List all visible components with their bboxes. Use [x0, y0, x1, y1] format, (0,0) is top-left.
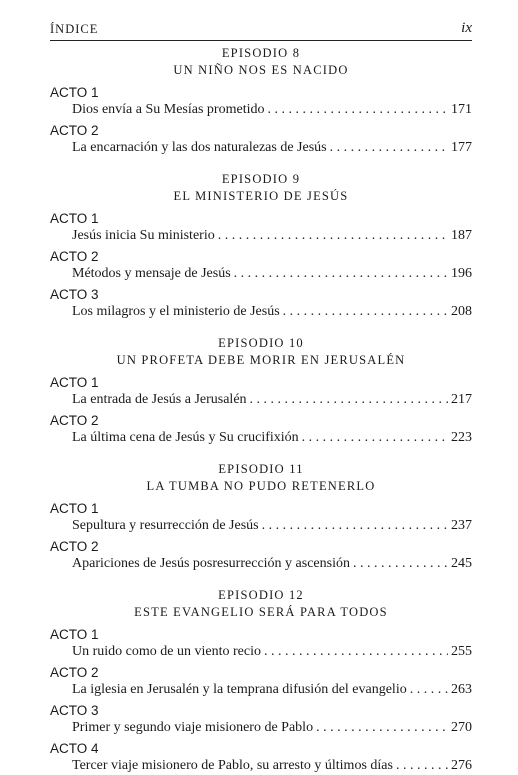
act-label: ACTO 1 — [50, 375, 99, 390]
act-label: ACTO 1 — [50, 501, 99, 516]
dot-leader — [302, 429, 448, 447]
entry-page: 196 — [451, 266, 472, 281]
episode-title: LA TUMBA NO PUDO RETENERLO — [146, 479, 376, 493]
dot-leader — [353, 555, 448, 573]
dot-leader — [234, 265, 448, 283]
act-label: ACTO 2 — [50, 123, 99, 138]
dot-leader — [262, 517, 448, 535]
act-label: ACTO 1 — [50, 85, 99, 100]
act-label: ACTO 1 — [50, 211, 99, 226]
entry-title: Métodos y mensaje de Jesús — [72, 266, 231, 281]
act-label: ACTO 2 — [50, 539, 99, 554]
running-header — [50, 20, 472, 41]
entry-title: Primer y segundo viaje misionero de Pablo — [72, 720, 314, 735]
dot-leader — [267, 101, 448, 119]
toc-entry[interactable] — [50, 139, 472, 157]
toc-entry[interactable] — [50, 643, 472, 661]
episode-8 — [50, 45, 472, 157]
episode-12 — [50, 587, 472, 775]
act-label: ACTO 2 — [50, 413, 99, 428]
entry-title: La iglesia en Jerusalén y la temprana difusión del evangelio — [72, 682, 407, 697]
entry-title: Dios envía a Su Mesías prometido — [72, 102, 265, 117]
episode-title: UN PROFETA DEBE MORIR EN JERUSALÉN — [116, 353, 406, 367]
entry-page: 187 — [451, 228, 472, 243]
episode-number: EPISODIO 8 — [221, 46, 301, 60]
entry-title: Un ruido como de un viento recio — [72, 644, 261, 659]
entry-title: Tercer viaje misionero de Pablo, su arresto y últimos días — [72, 758, 393, 773]
entry-page: 276 — [451, 758, 472, 773]
toc-entry[interactable] — [50, 555, 472, 573]
toc-entry[interactable] — [50, 757, 472, 775]
episode-10 — [50, 335, 472, 447]
entry-page: 245 — [451, 556, 472, 571]
dot-leader — [410, 681, 448, 699]
episode-11 — [50, 461, 472, 573]
dot-leader — [264, 643, 448, 661]
toc-entry[interactable] — [50, 101, 472, 119]
dot-leader — [316, 719, 448, 737]
toc-entry[interactable] — [50, 391, 472, 409]
entry-title: La encarnación y las dos naturalezas de Jesús — [72, 140, 327, 155]
entry-page: 237 — [451, 518, 472, 533]
episode-number: EPISODIO 12 — [218, 588, 304, 602]
episode-title: UN NIÑO NOS ES NACIDO — [173, 63, 349, 77]
table-of-contents — [50, 45, 472, 775]
entry-title: La última cena de Jesús y Su crucifixión — [72, 430, 299, 445]
entry-page: 270 — [451, 720, 472, 735]
episode-number: EPISODIO 10 — [218, 336, 304, 350]
toc-entry[interactable] — [50, 227, 472, 245]
dot-leader — [250, 391, 448, 409]
header-section-title: ÍNDICE — [50, 22, 99, 36]
entry-page: 177 — [451, 140, 472, 155]
act-label: ACTO 4 — [50, 741, 99, 756]
dot-leader — [396, 757, 448, 775]
episode-number: EPISODIO 11 — [218, 462, 304, 476]
act-label: ACTO 3 — [50, 287, 99, 302]
dot-leader — [218, 227, 448, 245]
entry-page: 208 — [451, 304, 472, 319]
dot-leader — [283, 303, 448, 321]
entry-title: Los milagros y el ministerio de Jesús — [72, 304, 280, 319]
act-label: ACTO 2 — [50, 665, 99, 680]
act-label: ACTO 2 — [50, 249, 99, 264]
entry-title: Jesús inicia Su ministerio — [72, 228, 215, 243]
toc-entry[interactable] — [50, 429, 472, 447]
entry-page: 255 — [451, 644, 472, 659]
toc-entry[interactable] — [50, 719, 472, 737]
act-label: ACTO 3 — [50, 703, 99, 718]
entry-page: 263 — [451, 682, 472, 697]
header-page-number: ix — [461, 20, 472, 36]
episode-number: EPISODIO 9 — [221, 172, 301, 186]
entry-title: La entrada de Jesús a Jerusalén — [72, 392, 247, 407]
episode-title: ESTE EVANGELIO SERÁ PARA TODOS — [134, 605, 388, 619]
toc-entry[interactable] — [50, 517, 472, 535]
entry-title: Apariciones de Jesús posresurrección y ascensión — [72, 556, 350, 571]
dot-leader — [330, 139, 448, 157]
episode-title: EL MINISTERIO DE JESÚS — [173, 189, 349, 203]
toc-entry[interactable] — [50, 681, 472, 699]
entry-page: 171 — [451, 102, 472, 117]
episode-9 — [50, 171, 472, 321]
entry-page: 217 — [451, 392, 472, 407]
toc-entry[interactable] — [50, 303, 472, 321]
entry-title: Sepultura y resurrección de Jesús — [72, 518, 259, 533]
toc-entry[interactable] — [50, 265, 472, 283]
act-label: ACTO 1 — [50, 627, 99, 642]
entry-page: 223 — [451, 430, 472, 445]
